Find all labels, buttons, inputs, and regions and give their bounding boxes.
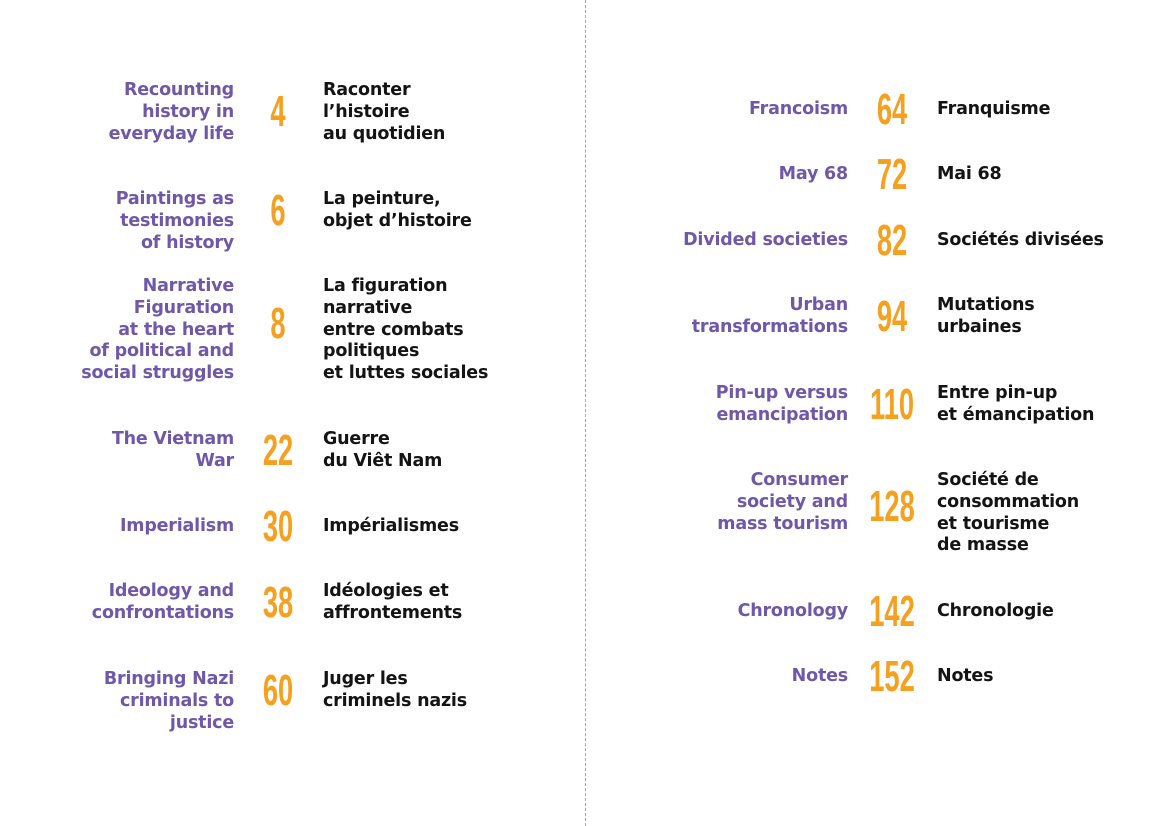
toc-title-english: Divided societies bbox=[683, 230, 848, 250]
toc-page-number: 152 bbox=[869, 652, 915, 701]
toc-title-french: Guerre du Viêt Nam bbox=[323, 429, 443, 471]
toc-title-french: Impérialismes bbox=[323, 516, 459, 536]
toc-title-english: Urban transformations bbox=[691, 295, 848, 337]
toc-page-number: 142 bbox=[869, 587, 915, 636]
toc-page-number: 22 bbox=[262, 426, 294, 475]
toc-title-french: Franquisme bbox=[937, 99, 1051, 119]
toc-title-french: Entre pin-up et émancipation bbox=[937, 383, 1095, 425]
toc-page-number: 30 bbox=[262, 502, 294, 551]
toc-page-number: 128 bbox=[869, 482, 915, 531]
toc-page-number: 64 bbox=[876, 85, 908, 134]
toc-title-english: Bringing Nazi criminals to justice bbox=[103, 669, 234, 733]
toc-page-number: 38 bbox=[262, 578, 294, 627]
toc-title-french: Mutations urbaines bbox=[937, 295, 1035, 337]
toc-title-french: Juger les criminels nazis bbox=[323, 669, 467, 711]
toc-page-number: 110 bbox=[869, 380, 915, 429]
toc-title-french: Raconter l’histoire au quotidien bbox=[323, 80, 446, 144]
page-fold-divider bbox=[585, 0, 586, 826]
toc-title-english: Paintings as testimonies of history bbox=[115, 189, 234, 253]
toc-title-english: Francoism bbox=[749, 99, 848, 119]
toc-title-english: Pin-up versus emancipation bbox=[715, 383, 848, 425]
toc-title-english: Chronology bbox=[737, 601, 848, 621]
toc-title-english: Ideology and confrontations bbox=[91, 581, 234, 623]
toc-title-english: Consumer society and mass tourism bbox=[717, 470, 848, 534]
toc-page-number: 6 bbox=[270, 186, 286, 235]
toc-page-number: 60 bbox=[262, 666, 294, 715]
toc-title-french: Société de consommation et tourisme de masse bbox=[937, 470, 1080, 556]
toc-title-french: Mai 68 bbox=[937, 164, 1002, 184]
toc-title-english: Narrative Figuration at the heart of political and social struggles bbox=[81, 276, 234, 384]
toc-title-french: Chronologie bbox=[937, 601, 1054, 621]
toc-title-english: Imperialism bbox=[119, 516, 234, 536]
toc-page-number: 82 bbox=[876, 216, 908, 265]
toc-title-french: La figuration narrative entre combats politiques et luttes sociales bbox=[323, 276, 489, 384]
toc-title-french: Idéologies et affrontements bbox=[323, 581, 463, 623]
toc-page-number: 8 bbox=[270, 299, 286, 348]
toc-page-number: 94 bbox=[876, 292, 908, 341]
toc-title-french: La peinture, objet d’histoire bbox=[323, 189, 472, 231]
toc-title-english: Notes bbox=[791, 666, 848, 686]
toc-title-french: Notes bbox=[937, 666, 994, 686]
toc-title-french: Sociétés divisées bbox=[937, 230, 1104, 250]
toc-page-number: 72 bbox=[876, 150, 908, 199]
toc-title-english: The Vietnam War bbox=[111, 429, 234, 471]
toc-page-number: 4 bbox=[270, 87, 286, 136]
toc-title-english: Recounting history in everyday life bbox=[108, 80, 234, 144]
toc-title-english: May 68 bbox=[778, 164, 848, 184]
